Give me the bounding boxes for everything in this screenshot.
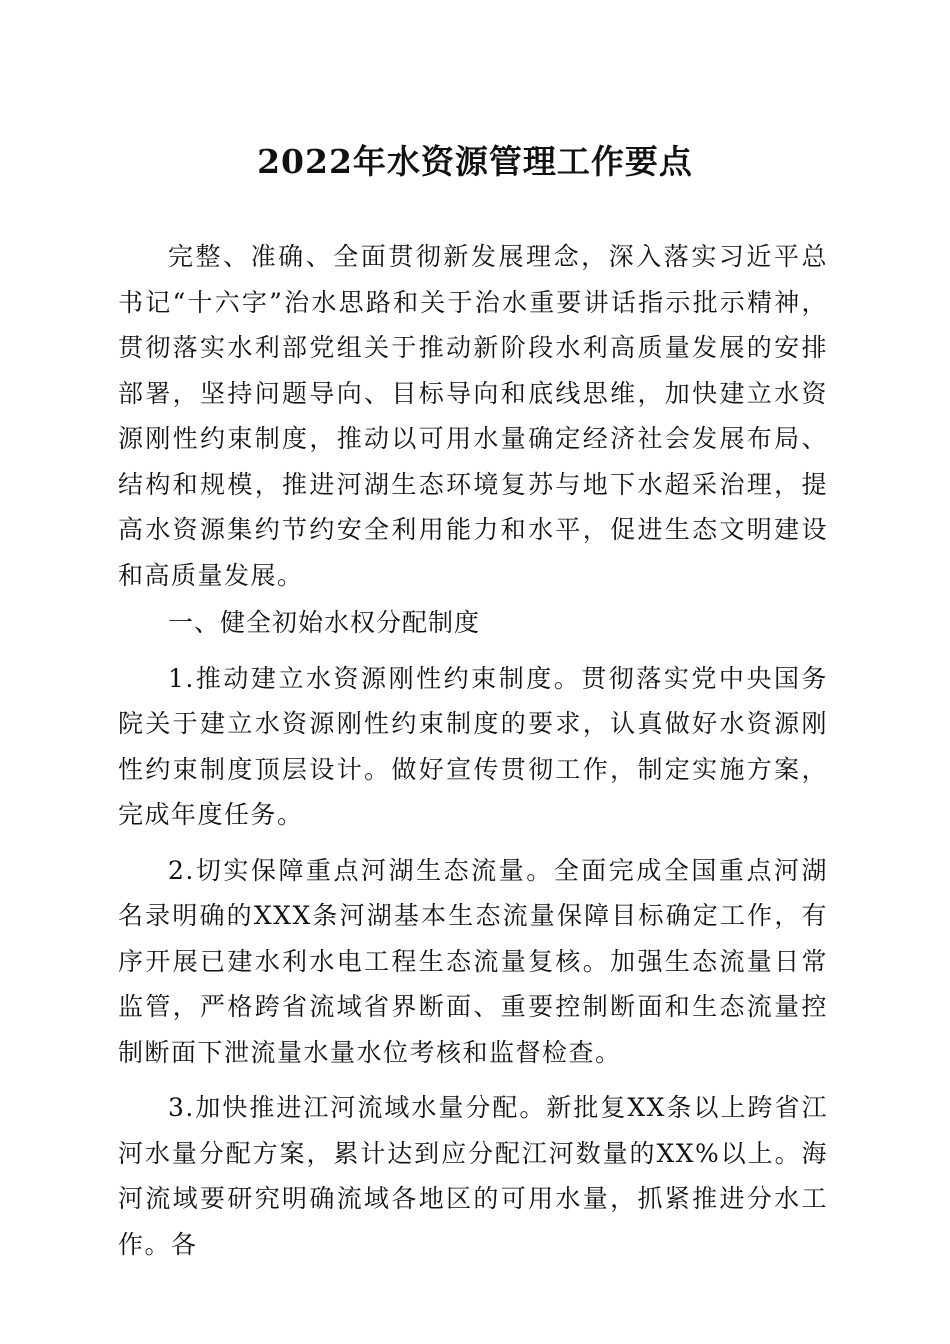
document-body bbox=[118, 234, 828, 1267]
section-heading: 一、健全初始水权分配制度 bbox=[168, 608, 481, 637]
intro-paragraph: 完整、准确、全面贯彻新发展理念，深入落实习近平总书记“十六字”治水思路和关于治水重要讲话指示批示精神，贯彻落实水利部党组关于推动新阶段水利高质量发展的安排部署，坚持问题导向、目标导向和底线思维，加快建立水资源刚性约束制度，推动以可用水量确定经济社会发展布局、结构和规模，推进河湖生态环境复苏与地下水超采治理，提高水资源集约节约安全利用能力和水平，促进生态文明建设和高质量发展。 bbox=[118, 242, 828, 590]
document-title: 2022年水资源管理工作要点 bbox=[257, 142, 693, 181]
list-item-2: 2.切实保障重点河湖生态流量。全面完成全国重点河湖名录明确的XXX条河湖基本生态流量保障目标确定工作，有序开展已建水利水电工程生态流量复核。加强生态流量日常监管，严格跨省流域省界断面、重要控制断面和生态流量控制断面下泄流量水量水位考核和监督检查。 bbox=[118, 855, 828, 1067]
list-item-3: 3.加快推进江河流域水量分配。新批复XX条以上跨省江河水量分配方案，累计达到应分配江河数量的XX%以上。海河流域要研究明确流域各地区的可用水量，抓紧推进分水工作。各 bbox=[118, 1093, 828, 1259]
list-item-1: 1.推动建立水资源刚性约束制度。贯彻落实党中央国务院关于建立水资源刚性约束制度的要求，认真做好水资源刚性约束制度顶层设计。做好宣传贯彻工作，制定实施方案，完成年度任务。 bbox=[118, 663, 828, 829]
